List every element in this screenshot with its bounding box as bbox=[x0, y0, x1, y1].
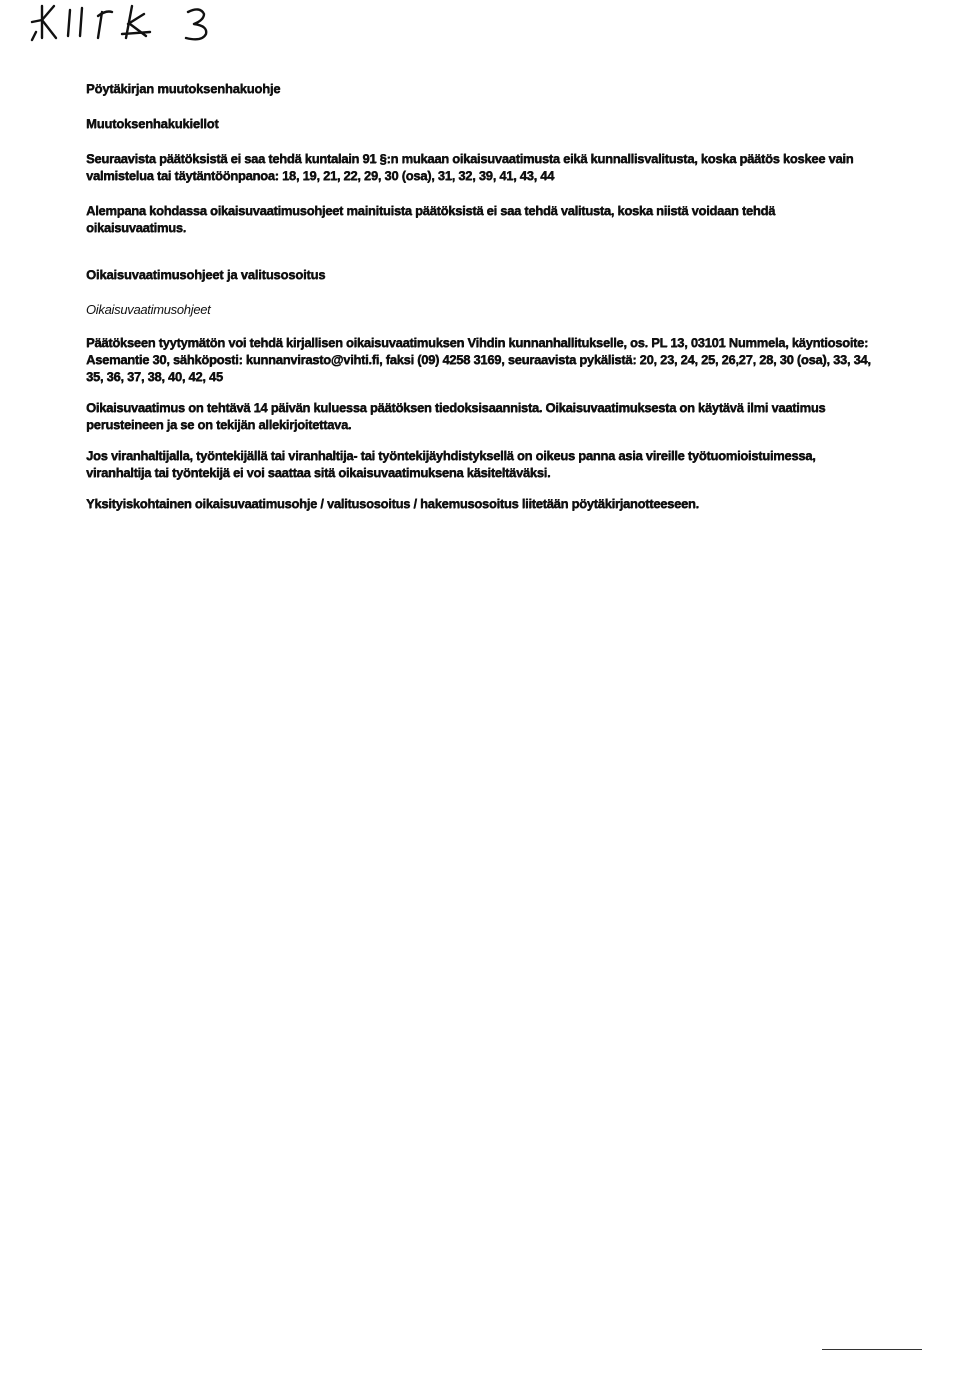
appeal-paragraph-2: Oikaisuvaatimus on tehtävä 14 päivän kuluessa päätöksen tiedoksisaannista. Oikaisuvaatimuksesta on käytävä ilmi vaatimus perusteineen ja se on tekijän allekirjoitettava. bbox=[86, 400, 826, 432]
restrictions-paragraph-1: Seuraavista päätöksistä ei saa tehdä kuntalain 91 §:n mukaan oikaisuvaatimusta eikä kunnallisvalitusta, koska päätös koskee vain valmistelua tai täytäntöönpanoa: 18, 19, 21, 22, 29, 30 (osa), 31, 32, 39, 41, 43, 44 bbox=[86, 151, 854, 183]
restrictions-paragraph-2: Alempana kohdassa oikaisuvaatimusohjeet mainituista päätöksistä ei saa tehdä valitusta, koska niistä voidaan tehdä oikaisuvaatimus. bbox=[86, 203, 776, 235]
document-body bbox=[86, 80, 876, 512]
appeal-paragraph-4: Yksityiskohtainen oikaisuvaatimusohje / valitusosoitus / hakemusosoitus liitetään pöytäkirjanotteeseen. bbox=[86, 496, 699, 511]
document-title: Pöytäkirjan muutoksenhakuohje bbox=[86, 81, 281, 96]
signature-line bbox=[822, 1349, 922, 1350]
appeal-paragraph-1: Päätökseen tyytymätön voi tehdä kirjallisen oikaisuvaatimuksen Vihdin kunnanhallitukselle, os. PL 13, 03101 Nummela, käyntiosoite: Asemantie 30, sähköposti: kunnanvirasto@vihti.fi, faksi (09) 4258 3169, seuraavista pykälistä: 20, 23, 24, 25, 26,27, 28, 30 (osa), 33, 34, 35, 36, 37, 38, 40, 42, 45 bbox=[86, 335, 871, 384]
handwritten-note bbox=[28, 2, 218, 44]
section-heading-appeal: Oikaisuvaatimusohjeet ja valitusosoitus bbox=[86, 267, 326, 282]
section-heading-restrictions: Muutoksenhakukiellot bbox=[86, 116, 219, 131]
section-subheading-rectification: Oikaisuvaatimusohjeet bbox=[86, 302, 211, 317]
appeal-paragraph-3: Jos viranhaltijalla, työntekijällä tai viranhaltija- tai työntekijäyhdistyksellä on oikeus panna asia vireille työtuomioistuimessa, viranhaltija tai työntekijä ei voi saattaa sitä oikaisuvaatimuksena käsiteltäväksi. bbox=[86, 448, 816, 480]
